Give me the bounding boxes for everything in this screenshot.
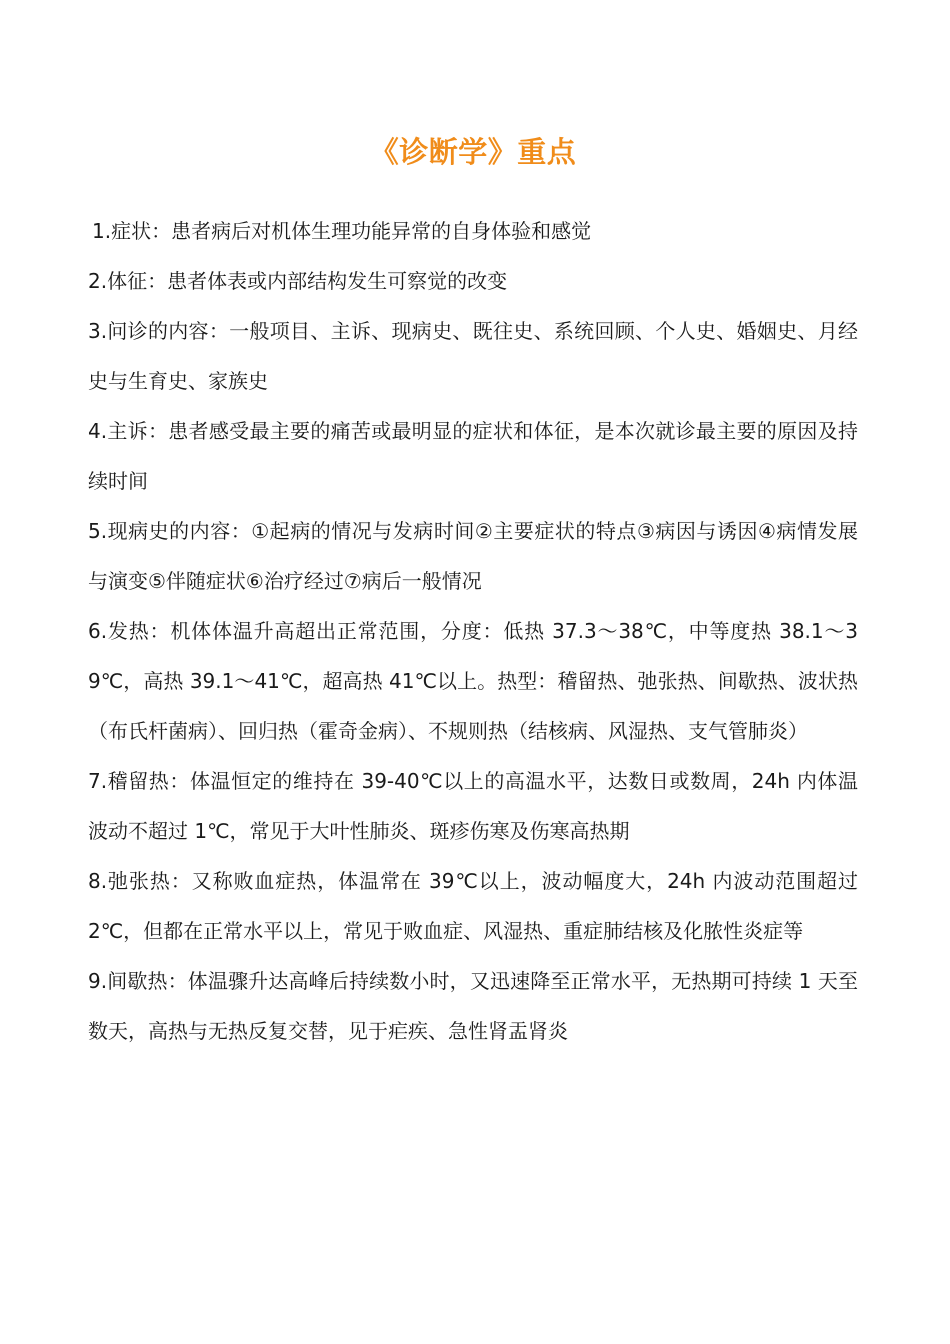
- paragraph-9-intermittent-fever: 9.间歇热：体温骤升达高峰后持续数小时，又迅速降至正常水平，无热期可持续 1 天至数天，高热与无热反复交替，见于疟疾、急性肾盂肾炎: [88, 969, 858, 1043]
- paragraph-7-sustained-fever: 7.稽留热：体温恒定的维持在 39-40℃以上的高温水平，达数日或数周，24h 内体温波动不超过 1℃，常见于大叶性肺炎、斑疹伤寒及伤寒高热期: [88, 769, 858, 843]
- paragraph-3-inquiry-content: 3.问诊的内容：一般项目、主诉、现病史、既往史、系统回顾、个人史、婚姻史、月经史与生育史、家族史: [88, 319, 858, 393]
- paragraph-1-symptom: 1.症状：患者病后对机体生理功能异常的自身体验和感觉: [92, 219, 592, 243]
- paragraph-5-present-illness: 5.现病史的内容：①起病的情况与发病时间②主要症状的特点③病因与诱因④病情发展与演变⑤伴随症状⑥治疗经过⑦病后一般情况: [88, 519, 858, 593]
- document-title: 《诊断学》重点: [369, 135, 577, 169]
- paragraph-6-fever: 6.发热：机体体温升高超出正常范围，分度：低热 37.3～38℃，中等度热 38.1～39℃，高热 39.1～41℃，超高热 41℃以上。热型：稽留热、弛张热、间歇热、波状热（布氏杆菌病）、回归热（霍奇金病）、不规则热（结核病、风湿热、支气管肺炎）: [88, 619, 858, 743]
- document-body: [88, 206, 858, 1056]
- paragraph-8-remittent-fever: 8.弛张热：又称败血症热，体温常在 39℃以上，波动幅度大，24h 内波动范围超过 2℃，但都在正常水平以上，常见于败血症、风湿热、重症肺结核及化脓性炎症等: [88, 869, 858, 943]
- paragraph-4-chief-complaint: 4.主诉：患者感受最主要的痛苦或最明显的症状和体征，是本次就诊最主要的原因及持续时间: [88, 419, 858, 493]
- paragraph-2-sign: 2.体征：患者体表或内部结构发生可察觉的改变: [88, 269, 508, 293]
